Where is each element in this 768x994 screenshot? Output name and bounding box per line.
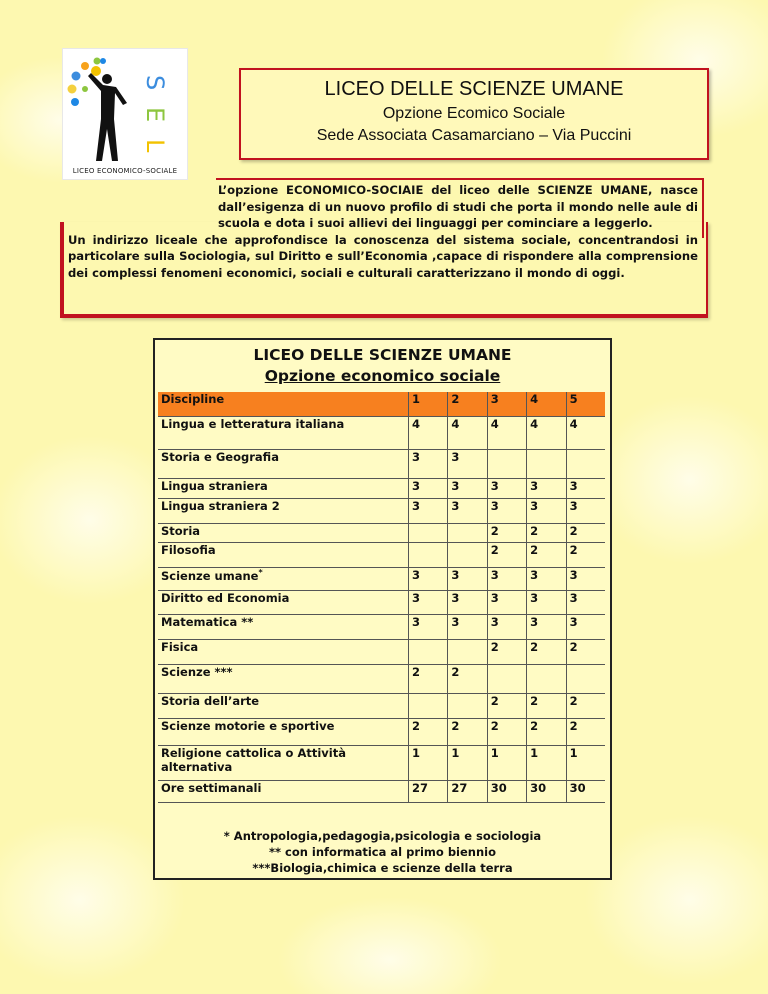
les-logo-graphic (63, 49, 187, 179)
hours-cell: 3 (448, 478, 487, 498)
logo-letter-l: L (141, 139, 169, 153)
hours-cell: 3 (448, 590, 487, 614)
hours-cell (487, 664, 526, 693)
hours-cell (448, 693, 487, 718)
school-location: Sede Associata Casamarciano – Via Puccini (316, 127, 632, 144)
hours-cell: 1 (566, 745, 605, 780)
footnote: ** con informatica al primo biennio (268, 845, 497, 859)
hours-cell (408, 542, 447, 567)
hours-cell: 3 (566, 567, 605, 590)
hours-cell: 3 (487, 614, 526, 639)
curriculum-table (158, 392, 605, 803)
hours-cell: 2 (566, 542, 605, 567)
discipline-cell (158, 416, 408, 449)
table-row (158, 693, 605, 718)
hours-cell: 1 (487, 745, 526, 780)
table-row (158, 498, 605, 523)
hours-cell: 4 (566, 416, 605, 449)
footnote-marker: * (258, 567, 263, 577)
logo-caption: LICEO ECONOMICO-SOCIALE (72, 167, 178, 175)
intro-box (60, 178, 706, 318)
table-row (158, 590, 605, 614)
hours-cell: 3 (527, 567, 566, 590)
hours-cell (408, 523, 447, 542)
hours-cell: 3 (448, 614, 487, 639)
hours-cell: 2 (566, 639, 605, 664)
hours-cell (408, 639, 447, 664)
hours-cell: 3 (566, 478, 605, 498)
les-logo (62, 48, 188, 180)
discipline-name: Lingua straniera 2 (161, 498, 280, 513)
discipline-name: Scienze motorie e sportive (161, 718, 335, 733)
hours-cell: 1 (408, 745, 447, 780)
discipline-name: Scienze *** (161, 664, 233, 679)
hours-cell: 30 (487, 780, 526, 802)
hours-cell: 4 (527, 416, 566, 449)
table-row (158, 449, 605, 478)
hours-cell: 4 (448, 416, 487, 449)
table-row (158, 478, 605, 498)
school-title: LICEO DELLE SCIENZE UMANE (324, 78, 624, 100)
hours-cell: 2 (566, 523, 605, 542)
hours-cell: 3 (408, 449, 447, 478)
hours-cell (566, 664, 605, 693)
hours-cell: 2 (527, 639, 566, 664)
hours-cell: 3 (487, 590, 526, 614)
hours-cell: 1 (448, 745, 487, 780)
intro-paragraph-1: L’opzione ECONOMICO-SOCIAIE del liceo delle SCIENZE UMANE, nasce dall’esigenza di un nuovo profilo di studi che porta il mondo nelle aule di scuola e dota i suoi allievi dei linguaggi per cominciare a leggerlo. (218, 183, 698, 230)
hours-cell: 3 (566, 590, 605, 614)
header-cell-year: 2 (448, 392, 487, 416)
hours-cell: 3 (448, 449, 487, 478)
header-cell-year: 3 (487, 392, 526, 416)
discipline-name: Scienze umane (161, 568, 259, 583)
hours-cell: 3 (566, 614, 605, 639)
logo-letter-s: S (141, 75, 169, 91)
hours-cell: 3 (408, 614, 447, 639)
hours-cell: 3 (487, 478, 526, 498)
hours-cell: 3 (527, 614, 566, 639)
table-row (158, 745, 605, 780)
hours-cell: 2 (527, 693, 566, 718)
hours-cell: 1 (527, 745, 566, 780)
hours-cell: 3 (527, 498, 566, 523)
hours-cell: 2 (527, 542, 566, 567)
hours-cell: 2 (487, 718, 526, 745)
discipline-name: Diritto ed Economia (161, 590, 290, 605)
hours-cell: 3 (566, 498, 605, 523)
school-option: Opzione Ecomico Sociale (382, 105, 566, 122)
hours-cell: 2 (487, 639, 526, 664)
hours-cell (527, 664, 566, 693)
hours-cell: 3 (527, 590, 566, 614)
discipline-cell (158, 693, 408, 718)
table-row (158, 718, 605, 745)
discipline-cell (158, 664, 408, 693)
hours-cell: 2 (448, 664, 487, 693)
header-cell-year: 4 (527, 392, 566, 416)
table-row (158, 567, 605, 590)
table-subtitle: Opzione economico sociale (264, 367, 501, 385)
hours-cell: 2 (487, 542, 526, 567)
discipline-cell (158, 718, 408, 745)
hours-cell: 3 (408, 478, 447, 498)
header-cell-year: 1 (408, 392, 447, 416)
table-row (158, 416, 605, 449)
header-cell-year: 5 (566, 392, 605, 416)
curriculum-box (153, 338, 612, 880)
hours-cell: 30 (527, 780, 566, 802)
hours-cell: 2 (408, 718, 447, 745)
discipline-name: Religione cattolica o Attività alternativa (161, 745, 346, 774)
table-row (158, 664, 605, 693)
hours-cell (448, 542, 487, 567)
hours-cell: 2 (527, 523, 566, 542)
table-footnotes (155, 828, 610, 876)
hours-cell: 2 (566, 718, 605, 745)
discipline-cell (158, 542, 408, 567)
hours-cell: 2 (487, 523, 526, 542)
discipline-name: Lingua straniera (161, 478, 268, 493)
discipline-name: Ore settimanali (161, 780, 262, 795)
discipline-cell (158, 745, 408, 780)
hours-cell: 3 (487, 567, 526, 590)
discipline-name: Matematica ** (161, 614, 254, 629)
footnote: ***Biologia,chimica e scienze della terra (252, 861, 513, 875)
hours-cell: 3 (408, 590, 447, 614)
hours-cell: 3 (487, 498, 526, 523)
discipline-name: Fisica (161, 639, 199, 654)
discipline-cell (158, 639, 408, 664)
hours-cell (448, 639, 487, 664)
discipline-cell (158, 590, 408, 614)
hours-cell (487, 449, 526, 478)
hours-cell (566, 449, 605, 478)
hours-cell: 27 (408, 780, 447, 802)
discipline-cell (158, 780, 408, 802)
logo-letter-e: E (141, 107, 169, 123)
hours-cell: 2 (448, 718, 487, 745)
hours-cell: 4 (487, 416, 526, 449)
discipline-name: Storia dell’arte (161, 693, 260, 708)
discipline-cell (158, 567, 408, 590)
table-row (158, 780, 605, 802)
hours-cell: 3 (408, 498, 447, 523)
discipline-cell (158, 498, 408, 523)
table-header-row (158, 392, 605, 416)
discipline-cell (158, 478, 408, 498)
discipline-cell (158, 614, 408, 639)
discipline-name: Filosofia (161, 542, 216, 557)
hours-cell (408, 693, 447, 718)
intro-paragraph-2: Un indirizzo liceale che approfondisce la conoscenza del sistema sociale, concentrandosi in particolare sulla Sociologia, sul Diritto e sull’Economia ,capace di rispondere alla comprensione dei complessi fenomeni economici, sociali e culturali caratterizzano il mondo di oggi. (68, 232, 698, 280)
hours-cell: 3 (448, 567, 487, 590)
hours-cell: 3 (448, 498, 487, 523)
discipline-name: Storia (161, 523, 201, 538)
discipline-cell (158, 523, 408, 542)
hours-cell (527, 449, 566, 478)
table-title: LICEO DELLE SCIENZE UMANE (253, 346, 512, 364)
header-cell-discipline: Discipline (158, 392, 408, 416)
hours-cell: 30 (566, 780, 605, 802)
hours-cell: 3 (527, 478, 566, 498)
discipline-name: Lingua e letteratura italiana (161, 416, 345, 431)
footnote: * Antropologia,pedagogia,psicologia e sociologia (223, 829, 542, 843)
hours-cell: 2 (408, 664, 447, 693)
school-header (239, 68, 709, 160)
hours-cell: 2 (487, 693, 526, 718)
table-row (158, 523, 605, 542)
table-row (158, 639, 605, 664)
discipline-cell (158, 449, 408, 478)
hours-cell: 27 (448, 780, 487, 802)
hours-cell (448, 523, 487, 542)
hours-cell: 3 (408, 567, 447, 590)
table-row (158, 614, 605, 639)
discipline-name: Storia e Geografia (161, 449, 279, 464)
hours-cell: 4 (408, 416, 447, 449)
intro-text (68, 182, 698, 281)
table-row (158, 542, 605, 567)
hours-cell: 2 (566, 693, 605, 718)
hours-cell: 2 (527, 718, 566, 745)
